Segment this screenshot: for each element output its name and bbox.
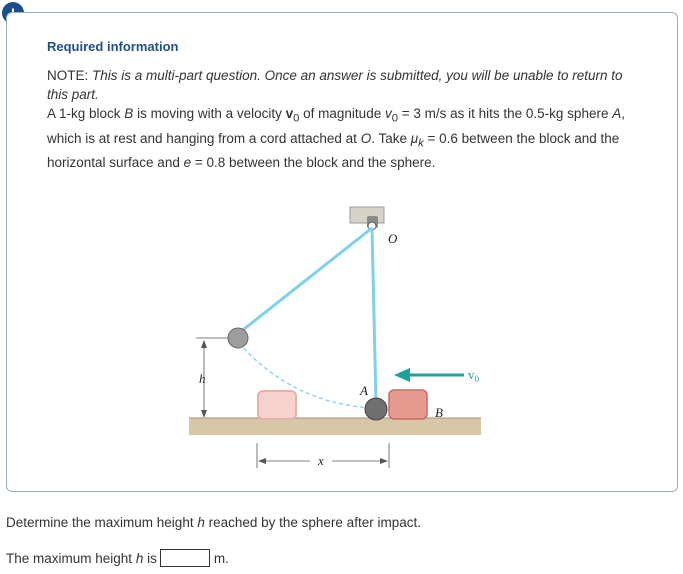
problem-text-7: = 0.6 between the block and the horizontal surface and: [47, 130, 620, 171]
label-a: A: [360, 383, 368, 398]
h-arrow-down: [201, 410, 207, 418]
answer-label-2: is: [143, 550, 157, 566]
note-text: This is a multi-part question. Once an answer is submitted, you will be unable to return to this part.: [47, 68, 623, 102]
ground-surface: [189, 418, 481, 435]
mu-symbol: μ: [410, 130, 419, 146]
block-b: [389, 390, 427, 419]
problem-text-3: of magnitude: [299, 106, 385, 121]
x-arrow-left: [258, 458, 266, 464]
problem-paragraph: [47, 104, 647, 172]
cord-raised: [239, 228, 372, 333]
problem-text: [47, 66, 647, 172]
block-final-position: [258, 391, 296, 419]
magnitude-subscript: 0: [391, 112, 398, 125]
question-text-2: reached by the sphere after impact.: [204, 515, 421, 530]
answer-label-variable: h: [135, 550, 144, 566]
cord-vertical: [372, 228, 376, 403]
label-h: h: [199, 371, 206, 386]
answer-unit: m.: [213, 550, 229, 566]
sphere-raised: [228, 328, 248, 348]
label-v0: $v_0$: [468, 367, 479, 384]
mu-subscript: k: [418, 137, 424, 150]
sphere-name: A: [612, 106, 622, 121]
answer-label-1: The maximum height: [6, 550, 136, 566]
velocity-symbol: v: [285, 106, 294, 121]
label-o: O: [388, 231, 398, 246]
magnitude-symbol: v: [384, 106, 392, 121]
question-text: [6, 515, 421, 530]
x-arrow-right: [380, 458, 388, 464]
question-variable: h: [197, 515, 205, 530]
note-prefix: NOTE:: [47, 68, 93, 83]
e-symbol: e: [183, 155, 192, 171]
answer-label: [6, 551, 157, 566]
question-text-1: Determine the maximum height: [6, 515, 198, 530]
label-b: B: [435, 405, 443, 420]
note-paragraph: [47, 66, 647, 104]
sphere-a: [365, 398, 387, 420]
problem-text-1: A 1-kg block: [47, 106, 125, 121]
block-name: B: [124, 106, 134, 121]
problem-text-2: is moving with a velocity: [133, 106, 286, 121]
card-title: Required information: [47, 39, 179, 54]
point-name: O: [360, 130, 372, 146]
h-arrow-up: [201, 340, 207, 348]
answer-row: [6, 549, 229, 567]
velocity-subscript: 0: [293, 112, 300, 125]
problem-text-5: , which is at rest and hanging from a cord attached at: [47, 106, 625, 146]
height-answer-input[interactable]: [160, 549, 210, 567]
velocity-arrow-head: [394, 368, 410, 382]
problem-text-6: . Take: [371, 130, 411, 146]
label-x: x: [318, 453, 324, 468]
required-information-card: [6, 12, 678, 492]
problem-text-4: = 3 m/s as it hits the 0.5-kg sphere: [397, 106, 613, 121]
pendulum-diagram: [182, 193, 482, 483]
problem-text-8: = 0.8 between the block and the sphere.: [191, 155, 436, 171]
